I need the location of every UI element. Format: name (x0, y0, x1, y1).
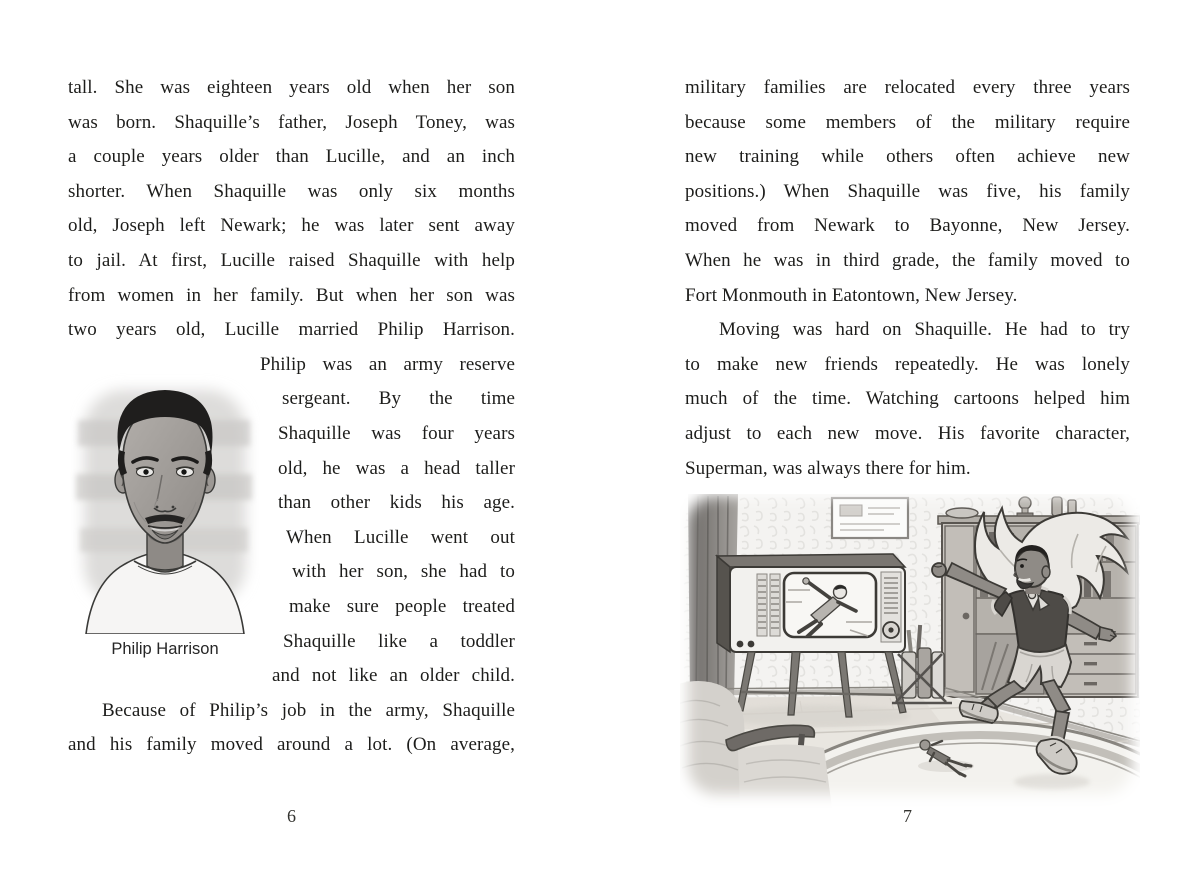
text-line: to jail. At first, Lucille raised Shaquille with help (68, 249, 515, 271)
tv-controls (881, 572, 901, 642)
text-line: sergeant. By the time (282, 388, 515, 410)
text-line: make sure people treated (289, 595, 515, 617)
text-line: new training while others often achieve new (685, 146, 1130, 168)
text-line: than other kids his age. (278, 492, 515, 514)
text-line: to make new friends repeatedly. He was lonely (685, 353, 1130, 375)
text-line: Fort Monmouth in Eatontown, New Jersey. (685, 284, 1018, 306)
text-line: because some members of the military require (685, 111, 1130, 133)
text-line: positions.) When Shaquille was five, his family (685, 180, 1130, 202)
text-line: a couple years older than Lucille, and an inch (68, 146, 515, 168)
text-line: was born. Shaquille’s father, Joseph Toney, was (68, 111, 515, 133)
text-line: Shaquille like a toddler (283, 630, 515, 652)
text-line: Because of Philip’s job in the army, Shaquille (102, 699, 515, 721)
text-line: and not like an older child. (272, 665, 515, 687)
text-line: two years old, Lucille married Philip Harrison. (68, 319, 515, 341)
text-line: Philip was an army reserve (260, 353, 515, 375)
text-line: from women in her family. But when her son was (68, 284, 515, 306)
tv-screen (784, 573, 876, 637)
living-room-illustration (680, 494, 1140, 808)
text-line: When Lucille went out (286, 526, 515, 548)
text-line: much of the time. Watching cartoons helped him (685, 388, 1130, 410)
text-line: tall. She was eighteen years old when her son (68, 77, 515, 98)
text-line: old, Joseph left Newark; he was later sent away (68, 215, 515, 237)
text-line: shorter. When Shaquille was only six months (68, 180, 515, 202)
text-line: Moving was hard on Shaquille. He had to try (719, 319, 1130, 341)
illustration-caption: Philip Harrison (111, 640, 219, 658)
philip-harrison-portrait-illustration (70, 362, 260, 634)
text-line: When he was in third grade, the family moved to (685, 249, 1130, 271)
text-line: adjust to each new move. His favorite character, (685, 422, 1130, 444)
text-line: old, he was a head taller (278, 457, 515, 479)
boy-fist (932, 563, 946, 577)
text-line: and his family moved around a lot. (On average, (68, 734, 515, 756)
page-number: 6 (287, 806, 296, 826)
text-line: military families are relocated every three years (685, 77, 1130, 98)
picture-frame (832, 498, 908, 538)
text-line: with her son, she had to (292, 561, 515, 583)
text-line: moved from Newark to Bayonne, New Jersey. (685, 215, 1130, 237)
text-line: Shaquille was four years (278, 422, 515, 444)
text-line: Superman, was always there for him. (685, 457, 971, 479)
page-number: 7 (903, 806, 912, 826)
right-page-text (685, 71, 1130, 486)
